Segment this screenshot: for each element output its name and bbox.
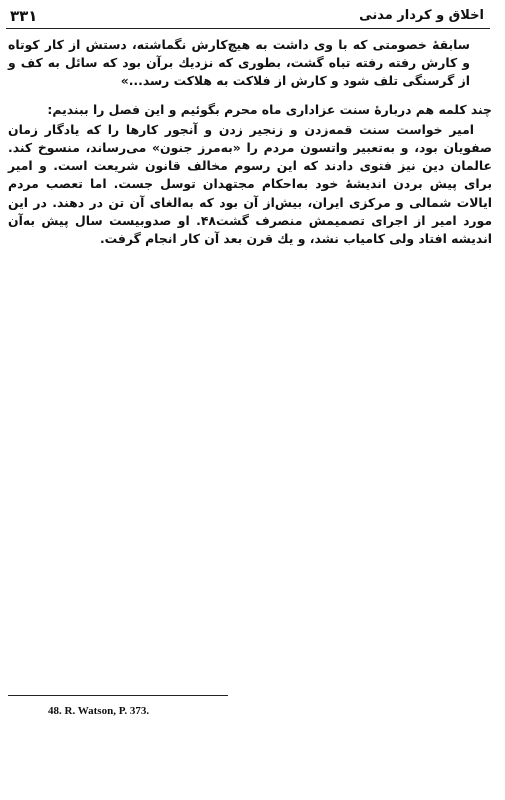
body-text: [8, 36, 492, 248]
running-title: اخلاق و کردار مدنی: [359, 8, 484, 23]
footnote: 48. R. Watson, P. 373.: [48, 705, 150, 717]
main-paragraph: امیر خواست سنت قمه‌زدن و زنجیر زدن و آنجور کارها را که یادگار زمان صفویان بود، و به‌تعبیر واتسون مردم را «به‌مرز جنون» می‌رساند، منسوخ کند. عالمان دین نیز فتوی دادند که این رسوم مخالف قانون شریعت است. و امیر برای پیش بردن اندیشهٔ خود به‌احکام مجتهدان توسل جست. اما تعصب مردم ایالات شمالی و مرکزی ایران، بیش‌از آن بود که به‌الغای آن تن در دهند. در این مورد امیر از اجرای تصمیمش منصرف گشت۴۸. او صدوبیست سال پیش به‌آن اندیشه افتاد ولی کامیاب نشد، و یك قرن بعد آن کار انجام گرفت.: [8, 121, 493, 247]
footnote-divider: [8, 695, 228, 696]
page-number: ۳۳۱: [10, 7, 38, 25]
page-header: [6, 6, 490, 29]
quoted-passage: سابقهٔ خصومتی که با وی داشت به هیچ‌کارش نگماشته، دستش از کار کوتاه و کارش رفته رفته تباه گشت، بطوری که نزدیك برآن بود که سائل به کف و از گرسنگی تلف شود و کارش از فلاکت به هلاکت رسد...»: [8, 37, 470, 89]
intro-paragraph: چند کلمه هم دربارهٔ سنت عزاداری ماه محرم بگوئیم و این فصل را ببندیم:: [47, 101, 492, 117]
